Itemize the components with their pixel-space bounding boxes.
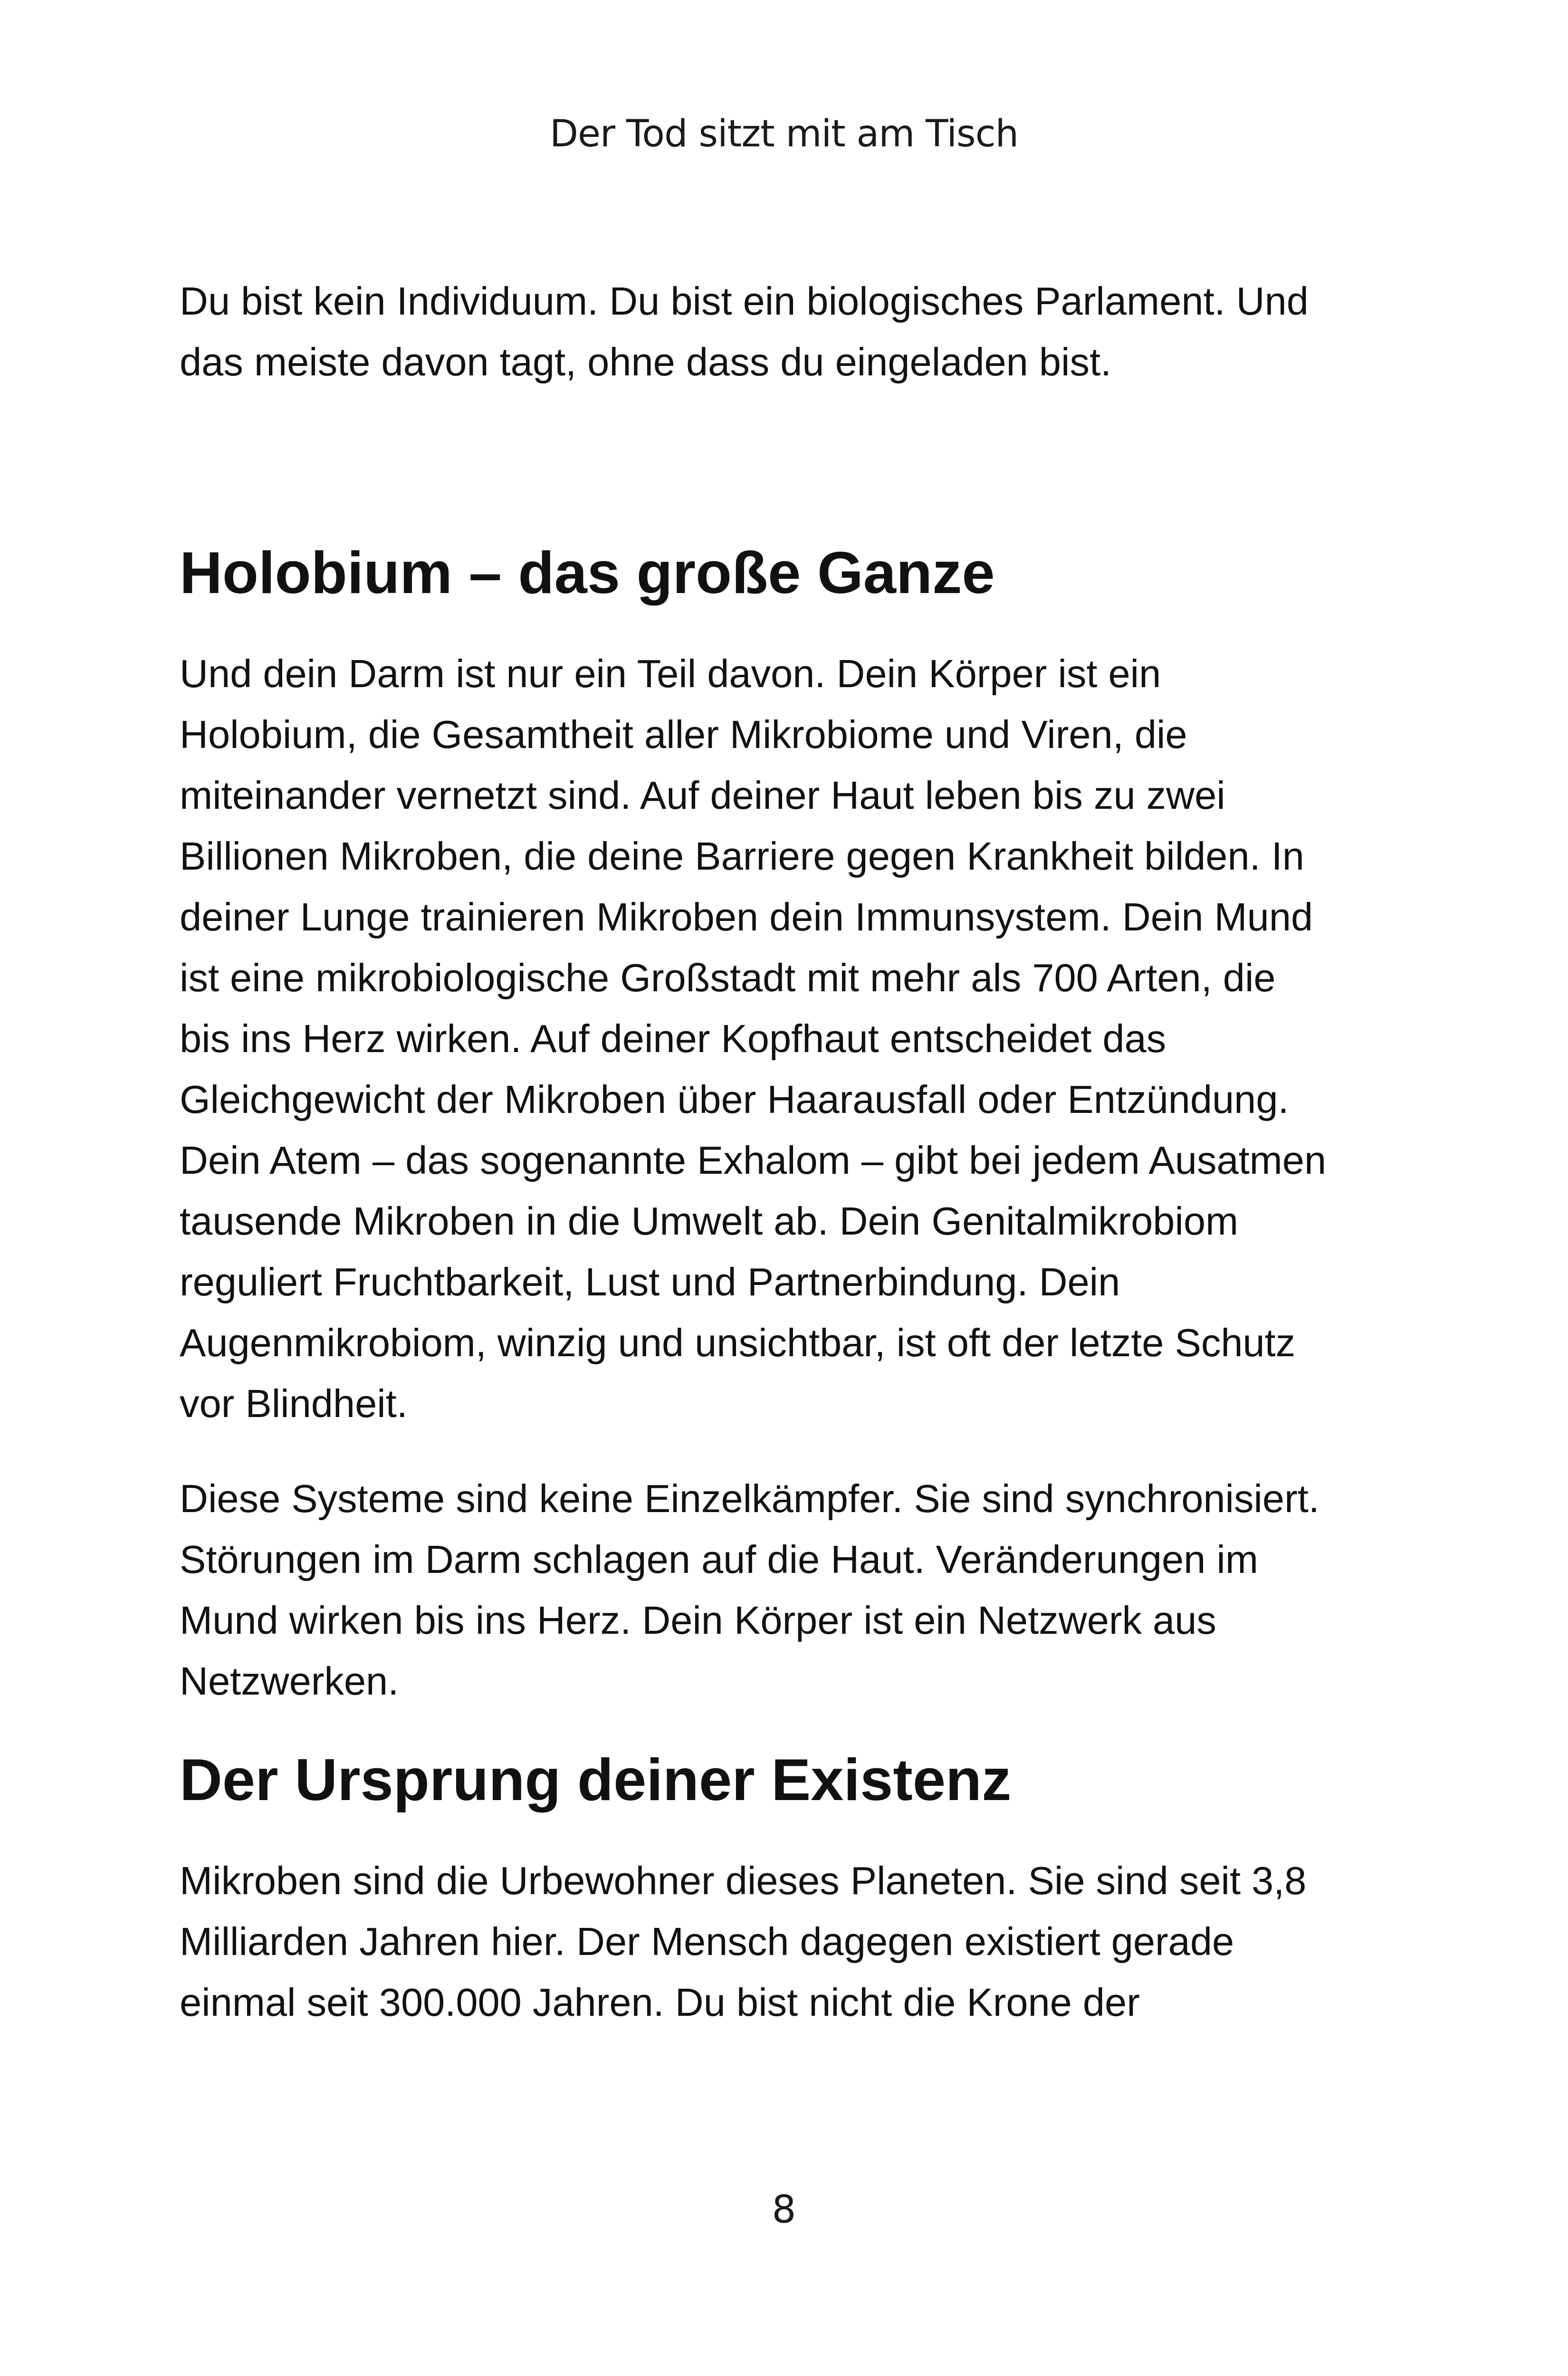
holobium-paragraph-2: Diese Systeme sind keine Einzelkämpfer. Sie sind synchronisiert. Störungen im Darm schlagen auf die Haut. Veränderungen im Mund wirken bis ins Herz. Dein Körper ist ein Netzwerk aus Netzwerken. — [180, 1476, 1319, 1703]
section-heading-holobium: Holobium – das große Ganze — [180, 540, 995, 606]
holobium-section — [180, 540, 1329, 1712]
intro-block — [180, 271, 1329, 393]
page-number: 8 — [772, 2187, 796, 2232]
ursprung-paragraph-1: Mikroben sind die Urbewohner dieses Planeten. Sie sind seit 3,8 Milliarden Jahren hier. Der Mensch dagegen existiert gerade einmal seit 300.000 Jahren. Du bist nicht die Krone der — [180, 1859, 1307, 2024]
running-head: Der Tod sitzt mit am Tisch — [549, 113, 1019, 155]
holobium-paragraph-1: Und dein Darm ist nur ein Teil davon. Dein Körper ist ein Holobium, die Gesamtheit aller Mikrobiome und Viren, die miteinander vernetzt sind. Auf deiner Haut leben bis zu zwei Billionen Mikroben, die deine Barriere gegen Krankheit bilden. In deiner Lunge trainieren Mikroben dein Immunsystem. Dein Mund ist eine mikrobiologische Großstadt mit mehr als 700 Arten, die bis ins Herz wirken. Auf deiner Kopfhaut entscheidet das Gleichgewicht der Mikroben über Haarausfall oder Entzündung. Dein Atem – das sogenannte Exhalom – gibt bei jedem Ausatmen tausende Mikroben in die Umwelt ab. Dein Genitalmikrobiom reguliert Fruchtbarkeit, Lust und Partnerbindung. Dein Augenmikrobiom, winzig und unsichtbar, ist oft der letzte Schutz vor Blindheit. — [180, 651, 1327, 1426]
ursprung-section — [180, 1747, 1329, 2033]
intro-paragraph: Du bist kein Individuum. Du bist ein biologisches Parlament. Und das meiste davon tagt, ohne dass du eingeladen bist. — [180, 279, 1309, 384]
section-heading-ursprung: Der Ursprung deiner Existenz — [180, 1747, 1012, 1813]
